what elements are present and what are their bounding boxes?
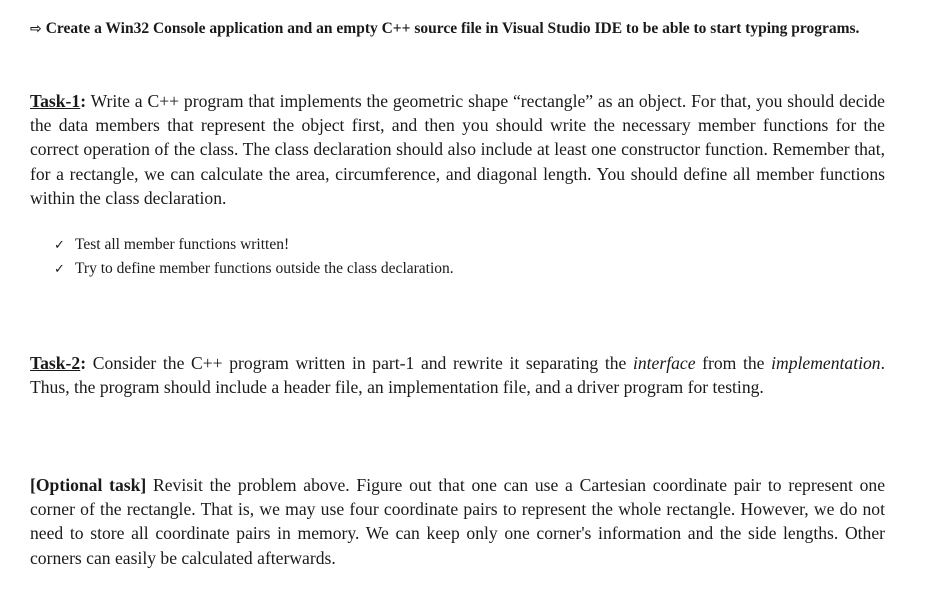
arrow-right-icon: ⇨ (30, 21, 42, 37)
task1-paragraph (30, 89, 885, 210)
intro-text: Create a Win32 Console application and an empty C++ source file in Visual Studio IDE to be able to start typing programs. (45, 20, 860, 37)
optional-task-paragraph (30, 473, 885, 570)
task2-paragraph (30, 351, 885, 399)
task2-label: Task-2: (30, 353, 87, 373)
list-item (54, 257, 454, 281)
optional-task-text: Revisit the problem above. Figure out that one can use a Cartesian coordinate pair to represent one corner of the rectangle. That is, we may use four coordinate pairs to represent the whole rectangle. However, we do not need to store all coordinate pairs in memory. We can keep only one corner's information and the side lengths. Other corners can easily be calculated afterwards. (30, 475, 885, 568)
task1-text: Write a C++ program that implements the geometric shape “rectangle” as an object. For that, you should decide the data members that represent the object first, and then you should write the necessary member functions for the correct operation of the class. The class declaration should also include at least one constructor function. Remember that, for a rectangle, we can calculate the area, circumference, and diagonal length. You should define all member functions within the class declaration. (30, 91, 885, 208)
checklist-item-text: Try to define member functions outside the class declaration. (75, 260, 454, 277)
task2-emphasis-interface: interface (632, 353, 696, 373)
checklist-item-text: Test all member functions written! (75, 236, 290, 253)
task2-text-c: . Thus, the program should include a header file, an implementation file, and a driver program for testing. (30, 353, 886, 398)
intro-line (30, 19, 859, 39)
task1-checklist (54, 233, 454, 281)
checkmark-icon: ✓ (54, 262, 65, 277)
optional-task-label: [Optional task] (30, 475, 147, 495)
task2-emphasis-implementation: implementation (771, 353, 881, 373)
checkmark-icon: ✓ (54, 238, 65, 253)
task2-text-b: from the (695, 353, 772, 373)
task1-label: Task-1: (30, 91, 87, 111)
task2-text-a: Consider the C++ program written in part-1 and rewrite it separating the (86, 353, 633, 373)
list-item (54, 233, 454, 257)
